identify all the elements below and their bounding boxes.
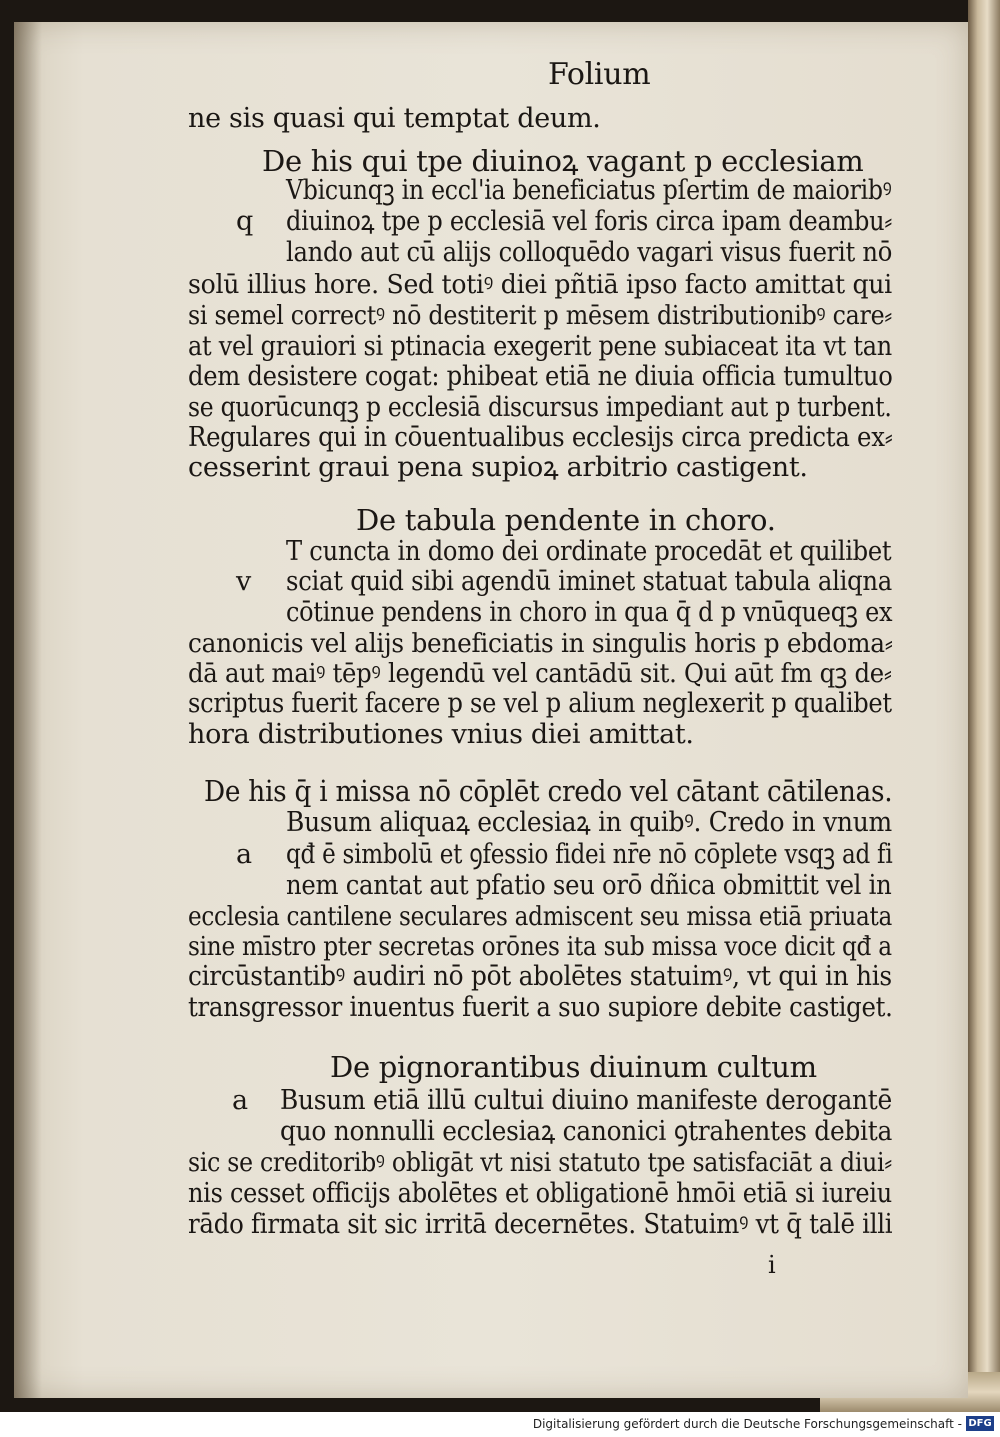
text-line: transgressor inuentus fuerit a suo supiore debite castiget.: [188, 992, 893, 1023]
text-line: Vbicunqꝫ in eccl'ia beneficiatus pſertim de maioribꝰ: [286, 175, 892, 206]
initial-guide-letter: q: [236, 206, 253, 237]
text-line: si semel correctꝰ nō destiterit p mēsem distributionibꝰ care⸗: [188, 301, 892, 331]
text-line: lando aut cū alijs colloquēdo vagari visus fuerit nō: [286, 237, 893, 268]
initial-guide-letter: a: [232, 1085, 248, 1116]
text-line: qđ ē simbolū et ꝯfessio fidei nr̄e nō cōplete vsqꝫ ad fi: [286, 839, 893, 870]
text-line: circūstantibꝰ audiri nō pōt abolētes statuimꝰ, vt qui in his: [188, 961, 892, 992]
section-heading: De his qui tpe diuinoꝝ vagant p ecclesiam: [262, 144, 864, 178]
text-line: dā aut maiꝰ tēpꝰ legendū vel cantādū sit. Qui aūt fm qꝫ de⸗: [188, 659, 892, 689]
text-line: Regulares qui in cōuentualibus ecclesijs circa predicta ex⸗: [188, 422, 893, 453]
dfg-logo: DFG: [966, 1416, 994, 1431]
section-heading: De his q̄ i missa nō cōplēt credo vel cātant cātilenas.: [204, 774, 893, 808]
text-line: Busum etiā illū cultui diuino manifeste derogantē: [280, 1085, 892, 1116]
page-signature: i: [768, 1251, 776, 1279]
text-line: cesserint graui pena supioꝝ arbitrio castigent.: [188, 452, 808, 483]
text-line: sic se creditoribꝰ obligāt vt nisi statuto tpe satisfaciāt a diui⸗: [188, 1148, 892, 1178]
initial-guide-letter: v: [236, 566, 251, 597]
text-line: nis cesset officijs abolētes et obligationē hmōi etiā si iureiu: [188, 1178, 892, 1209]
text-line: nem cantat aut pfatio seu orō dñica obmittit vel in: [286, 870, 892, 901]
text-line: quo nonnulli ecclesiaꝝ canonici ꝯtrahentes debita: [280, 1116, 893, 1147]
text-line: T cuncta in domo dei ordinate procedāt et quilibet: [286, 536, 892, 567]
text-line: ne sis quasi qui temptat deum.: [188, 103, 601, 134]
text-line: at vel grauiori si ptinacia exegerit pene subiaceat ita vt tan: [188, 331, 892, 362]
folio-label: Folium: [548, 57, 651, 92]
initial-guide-letter: a: [236, 839, 252, 870]
text-line: scriptus fuerit facere p se vel p alium neglexerit p qualibet: [188, 688, 892, 719]
text-line: solū illius hore. Sed totiꝰ diei pñtiā ipso facto amittat qui: [188, 270, 892, 300]
text-line: canonicis vel alijs beneficiatis in singulis horis p ebdoma⸗: [188, 629, 893, 659]
text-line: Busum aliquaꝝ ecclesiaꝝ in quibꝰ. Credo in vnum: [286, 807, 892, 838]
text-line: hora distributiones vnius diei amittat.: [188, 719, 694, 750]
text-line: sciat quid sibi agendū iminet statuat tabula aliqna: [286, 566, 893, 597]
text-line: diuinoꝝ tpe p ecclesiā vel foris circa ipam deambu⸗: [286, 206, 893, 237]
text-line: sine mīstro pter secretas orōnes ita sub missa voce dicit qđ a: [188, 932, 892, 962]
text-line: dem desistere cogat: phibeat etiā ne diuia officia tumultuo: [188, 361, 893, 392]
section-heading: De tabula pendente in choro.: [356, 503, 776, 537]
footer-bar: [0, 1412, 1000, 1437]
text-line: se quorūcunqꝫ p ecclesiā discursus impediant aut p turbent.: [188, 392, 892, 423]
text-line: rādo firmata sit sic irritā decernētes. Statuimꝰ vt q̄ talē illi: [188, 1209, 893, 1240]
text-line: cōtinue pendens in choro in qua q̄ d p vnūqueqꝫ ex: [286, 597, 893, 628]
page-edge-right: [968, 0, 1000, 1412]
text-line: ecclesia cantilene seculares admiscent seu missa etiā priuata: [188, 902, 893, 932]
binding-shadow: [14, 22, 42, 1398]
section-heading: De pignorantibus diuinum cultum: [330, 1050, 817, 1084]
funding-credit-text: Digitalisierung gefördert durch die Deutsche Forschungsgemeinschaft -: [532, 1417, 962, 1431]
